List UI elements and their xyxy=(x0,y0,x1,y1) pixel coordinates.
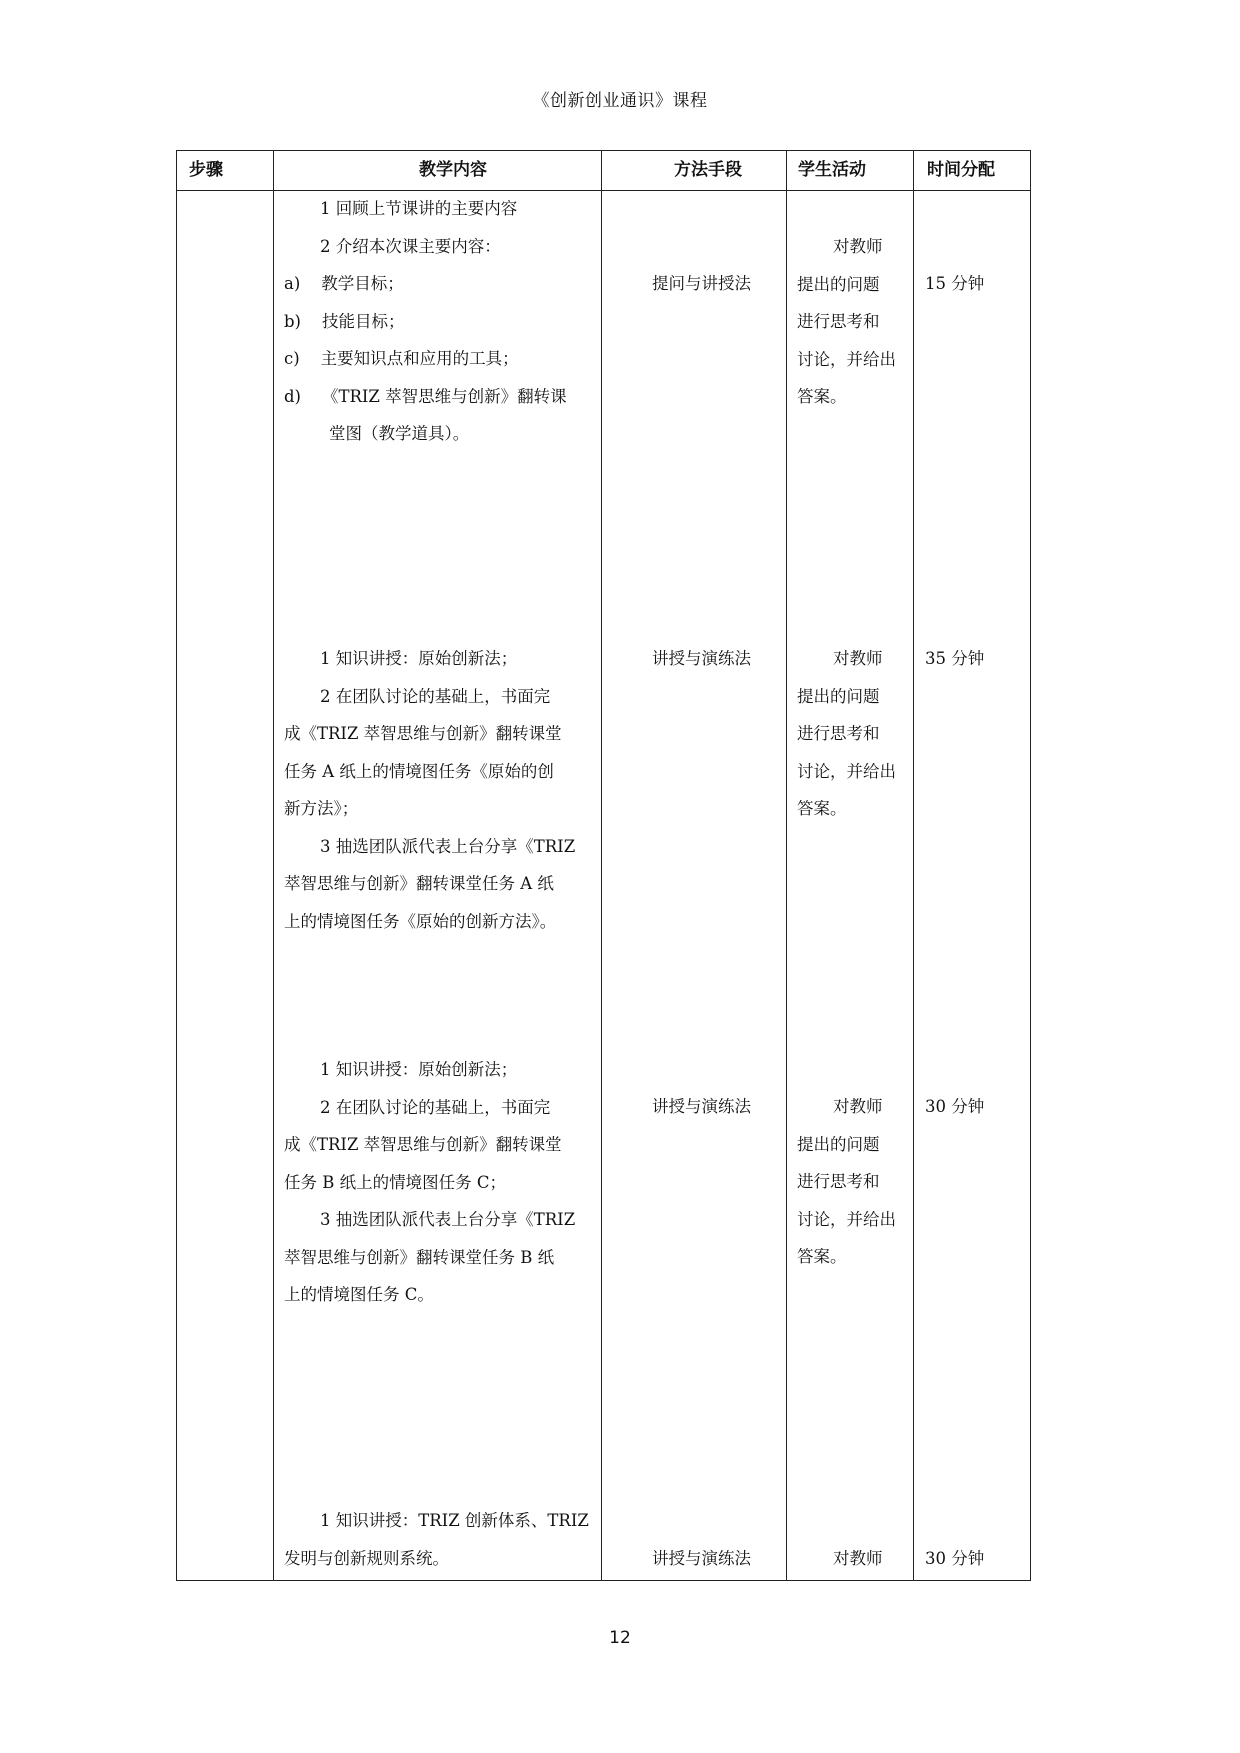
content-line: 任务 A 纸上的情境图任务《原始的创 xyxy=(284,761,554,781)
activity-line: 对教师 xyxy=(833,1549,883,1568)
row-2-time: 35 分钟 xyxy=(925,649,985,668)
activity-line: 讨论，并给出 xyxy=(797,1209,896,1229)
lesson-plan-table xyxy=(176,150,1031,1581)
row-4-method: 讲授与演练法 xyxy=(652,1549,751,1568)
column-divider xyxy=(786,151,787,1580)
row-3-activity xyxy=(797,1088,896,1276)
header-activity: 学生活动 xyxy=(798,160,866,180)
row-4-time: 30 分钟 xyxy=(925,1549,985,1568)
row-2-content xyxy=(284,640,575,940)
header-method: 方法手段 xyxy=(674,160,742,180)
content-line: 2 在团队讨论的基础上，书面完 xyxy=(320,686,551,706)
row-4-content xyxy=(284,1502,589,1577)
header-step: 步骤 xyxy=(189,160,223,180)
content-line: 2 在团队讨论的基础上，书面完 xyxy=(320,1097,551,1117)
activity-line: 进行思考和 xyxy=(797,724,880,743)
activity-line: 答案。 xyxy=(797,387,847,406)
activity-line: 答案。 xyxy=(797,1247,847,1266)
column-divider xyxy=(913,151,914,1580)
row-3-time: 30 分钟 xyxy=(925,1097,985,1116)
row-4-activity xyxy=(797,1540,883,1578)
content-line: 成《TRIZ 萃智思维与创新》翻转课堂 xyxy=(284,1135,562,1154)
row-2-activity xyxy=(797,640,896,828)
activity-line: 提出的问题 xyxy=(797,274,880,294)
row-3-method: 讲授与演练法 xyxy=(652,1097,751,1116)
content-line: 3 抽选团队派代表上台分享《TRIZ xyxy=(320,836,576,856)
activity-line: 提出的问题 xyxy=(797,686,880,706)
activity-line: 讨论，并给出 xyxy=(797,761,896,781)
activity-line: 对教师 xyxy=(833,649,883,668)
page-number: 12 xyxy=(609,1628,631,1648)
content-line: 上的情境图任务 C。 xyxy=(284,1285,434,1304)
column-divider xyxy=(273,151,274,1580)
content-line: d) 《TRIZ 萃智思维与创新》翻转课 xyxy=(284,386,567,406)
content-line: 1 回顾上节课讲的主要内容 xyxy=(320,199,518,218)
content-line: 2 介绍本次课主要内容： xyxy=(320,236,501,256)
content-line: 萃智思维与创新》翻转课堂任务 A 纸 xyxy=(284,874,554,893)
row-1-time: 15 分钟 xyxy=(925,274,985,293)
content-line: b) 技能目标； xyxy=(284,311,405,331)
content-line: a) 教学目标； xyxy=(284,274,404,293)
row-1-method: 提问与讲授法 xyxy=(652,274,751,293)
content-line: 上的情境图任务《原始的创新方法》。 xyxy=(284,911,557,931)
content-line: 发明与创新规则系统。 xyxy=(284,1548,449,1568)
activity-line: 对教师 xyxy=(833,237,883,256)
activity-line: 对教师 xyxy=(833,1097,883,1116)
row-3-content xyxy=(284,1051,575,1314)
activity-line: 提出的问题 xyxy=(797,1134,880,1154)
content-line: 1 知识讲授：原始创新法； xyxy=(320,649,518,668)
content-line: 1 知识讲授：TRIZ 创新体系、TRIZ xyxy=(320,1511,589,1530)
content-line: 新方法》； xyxy=(284,799,359,818)
document-header-title: 《创新创业通识》课程 xyxy=(532,91,708,111)
row-2-method: 讲授与演练法 xyxy=(652,649,751,668)
content-line: 任务 B 纸上的情境图任务 C； xyxy=(284,1172,506,1192)
activity-line: 进行思考和 xyxy=(797,1172,880,1191)
content-line: c) 主要知识点和应用的工具； xyxy=(284,349,519,368)
content-line: 3 抽选团队派代表上台分享《TRIZ xyxy=(320,1210,576,1229)
header-time: 时间分配 xyxy=(927,160,995,180)
activity-line: 讨论，并给出 xyxy=(797,349,896,369)
row-1-content xyxy=(284,190,567,453)
content-line: 萃智思维与创新》翻转课堂任务 B 纸 xyxy=(284,1247,555,1267)
activity-line: 答案。 xyxy=(797,799,847,818)
content-line: 1 知识讲授：原始创新法； xyxy=(320,1060,518,1079)
column-divider xyxy=(601,151,602,1580)
row-1-activity xyxy=(797,228,896,416)
activity-line: 进行思考和 xyxy=(797,312,880,331)
content-line: 堂图（教学道具）。 xyxy=(329,424,470,443)
content-line: 成《TRIZ 萃智思维与创新》翻转课堂 xyxy=(284,724,562,743)
header-content: 教学内容 xyxy=(419,160,487,180)
